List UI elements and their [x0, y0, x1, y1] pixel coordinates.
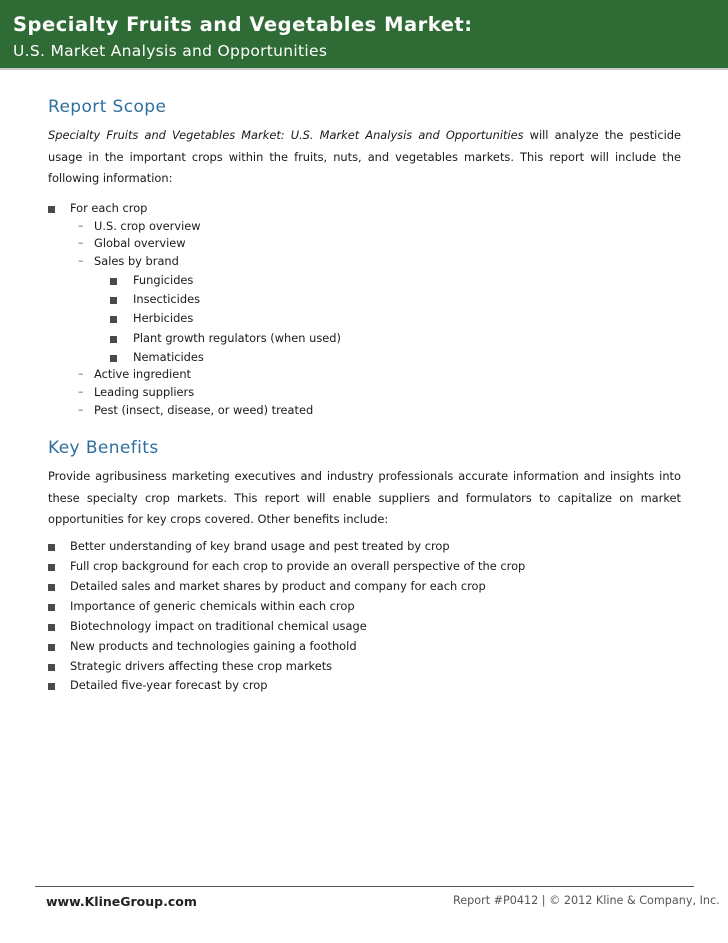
sub-item: Active ingredient: [94, 367, 191, 381]
bullet-square-icon: [110, 336, 117, 343]
benefit-item: Better understanding of key brand usage and pest treated by crop: [70, 539, 450, 553]
dash-icon: –: [78, 254, 84, 267]
benefit-item: Biotechnology impact on traditional chemical usage: [70, 619, 367, 633]
list-item-for-each-crop: For each crop: [70, 201, 148, 215]
bullet-square-icon: [48, 544, 55, 551]
brand-item: Insecticides: [133, 292, 201, 306]
sub-item: Leading suppliers: [94, 385, 195, 399]
bullet-square-icon: [110, 278, 117, 285]
brand-item: Nematicides: [133, 350, 204, 364]
website-link[interactable]: www.KlineGroup.com: [46, 894, 197, 909]
report-info: Report #P0412 | © 2012 Kline & Company, Inc.: [453, 894, 720, 907]
sub-item: U.S. crop overview: [94, 219, 201, 233]
benefit-item: Full crop background for each crop to provide an overall perspective of the crop: [70, 559, 526, 573]
dash-icon: –: [78, 236, 84, 249]
report-subtitle: U.S. Market Analysis and Opportunities: [13, 42, 328, 60]
benefit-item: Strategic drivers affecting these crop markets: [70, 659, 333, 673]
benefit-item: New products and technologies gaining a foothold: [70, 639, 357, 653]
key-benefits-intro: Provide agribusiness marketing executives and industry professionals accurate information and insights into these specialty crop markets. This report will enable suppliers and formulators to capitalize on market opportunities for key crops covered. Other benefits include:: [48, 469, 681, 526]
dash-icon: –: [78, 385, 84, 398]
sub-item: Pest (insect, disease, or weed) treated: [94, 403, 314, 417]
bullet-square-icon: [48, 564, 55, 571]
bullet-square-icon: [48, 206, 55, 213]
bullet-square-icon: [110, 297, 117, 304]
report-title: Specialty Fruits and Vegetables Market:: [13, 13, 473, 36]
report-name-italic: Specialty Fruits and Vegetables Market: U.S. Market Analysis and Opportunities: [48, 128, 524, 142]
header-banner: [0, 0, 728, 68]
bullet-square-icon: [48, 664, 55, 671]
dash-icon: –: [78, 367, 84, 380]
key-benefits-heading: Key Benefits: [48, 438, 159, 458]
benefit-item: Detailed sales and market shares by product and company for each crop: [70, 579, 486, 593]
brand-item: Herbicides: [133, 311, 194, 325]
brand-item: Plant growth regulators (when used): [133, 331, 341, 345]
sub-item: Global overview: [94, 236, 186, 250]
bullet-square-icon: [48, 604, 55, 611]
report-scope-heading: Report Scope: [48, 97, 167, 117]
banner-divider: [0, 68, 728, 70]
footer-divider: [35, 886, 694, 887]
bullet-square-icon: [48, 624, 55, 631]
report-scope-intro: [48, 125, 681, 190]
report-scope-intro-text: will analyze the pesticide usage in the important crops within the fruits, nuts, and vegetables markets. This report will include the following information:: [48, 128, 681, 185]
bullet-square-icon: [48, 644, 55, 651]
bullet-square-icon: [48, 584, 55, 591]
bullet-square-icon: [110, 316, 117, 323]
brand-item: Fungicides: [133, 273, 194, 287]
bullet-square-icon: [110, 355, 117, 362]
sub-item: Sales by brand: [94, 254, 179, 268]
benefit-item: Importance of generic chemicals within each crop: [70, 599, 355, 613]
dash-icon: –: [78, 219, 84, 232]
benefit-item: Detailed five-year forecast by crop: [70, 678, 268, 692]
dash-icon: –: [78, 403, 84, 416]
bullet-square-icon: [48, 683, 55, 690]
